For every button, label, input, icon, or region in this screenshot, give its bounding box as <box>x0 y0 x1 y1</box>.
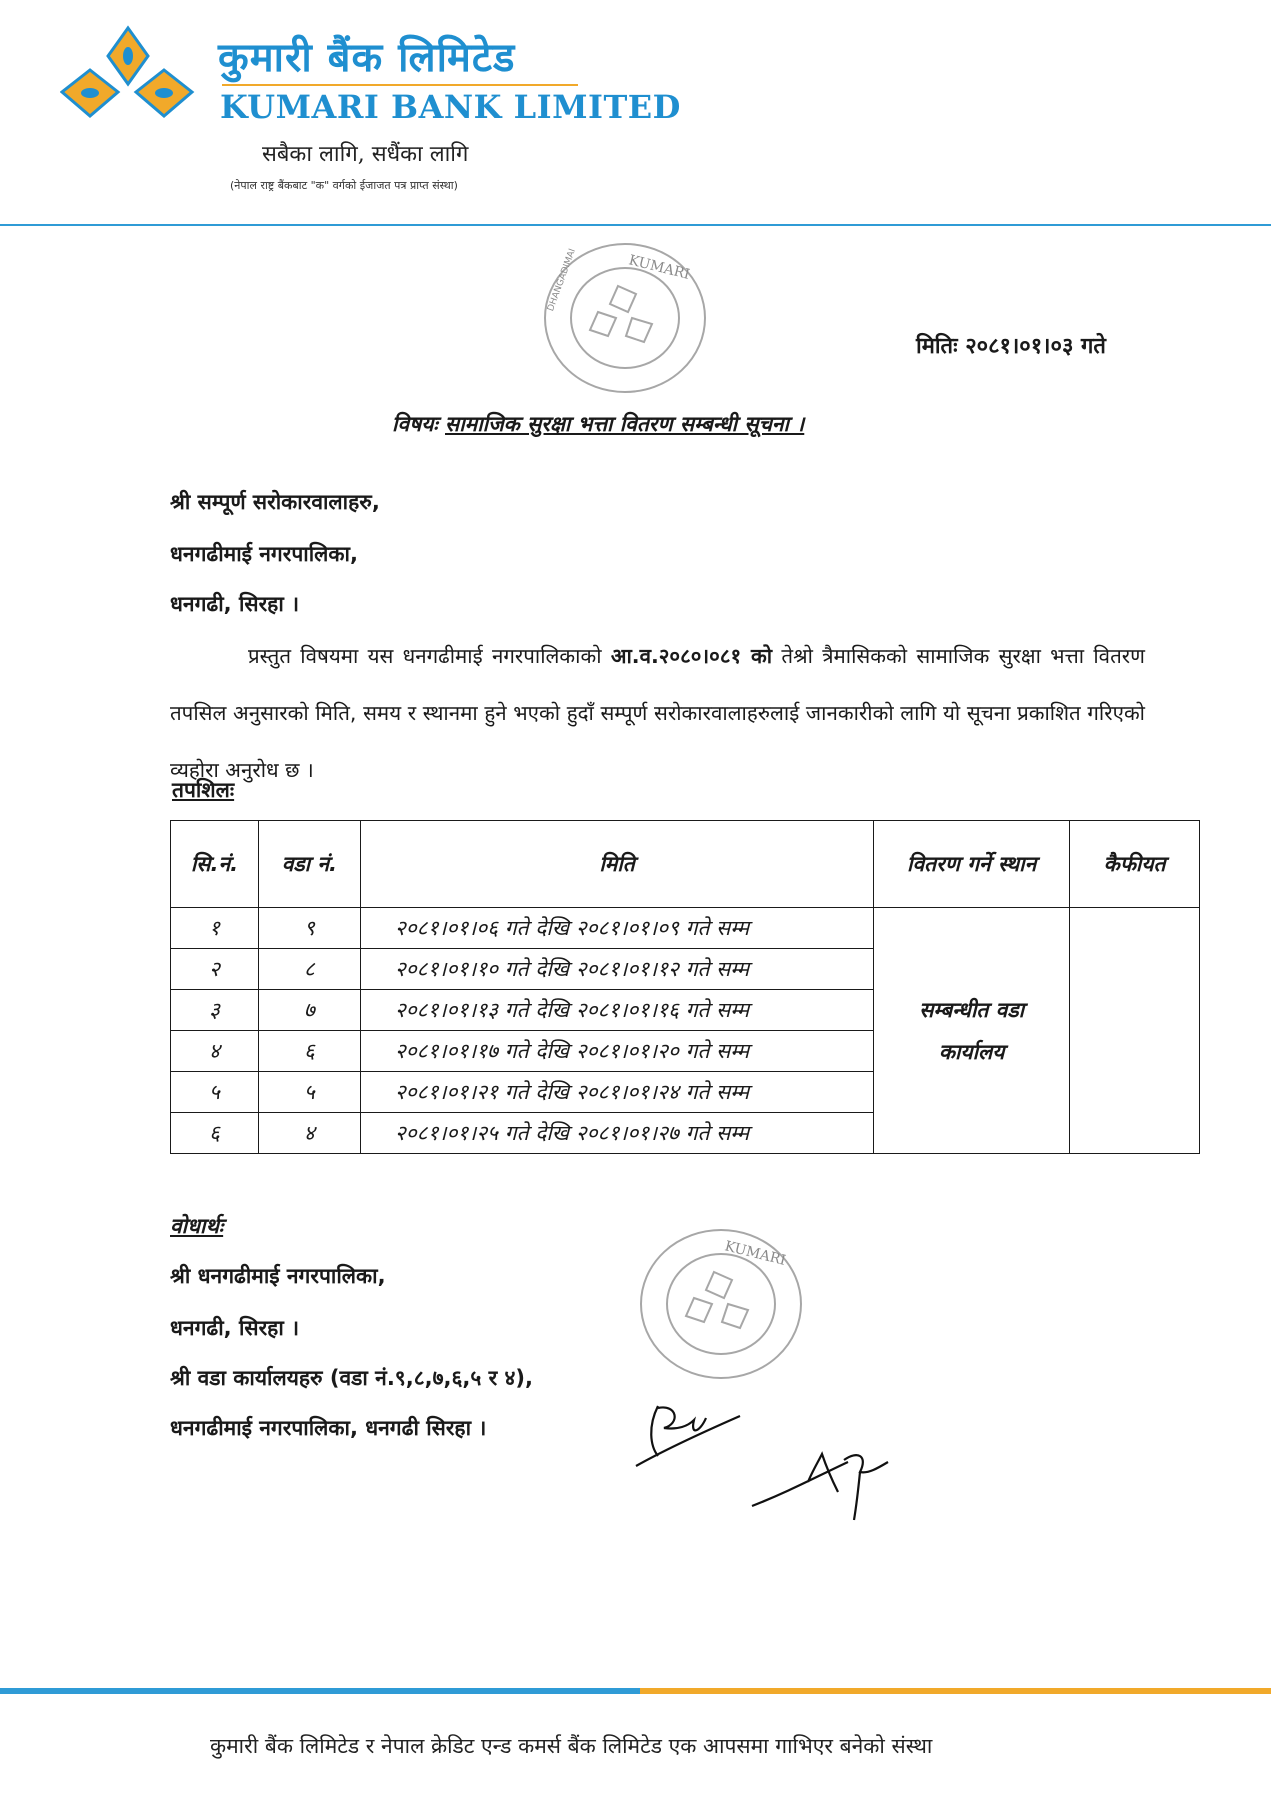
bank-name-nepali: कुमारी बैंक लिमिटेड <box>218 35 516 81</box>
row-ward: ५ <box>258 1072 360 1113</box>
svg-text:KUMARI: KUMARI <box>627 252 692 283</box>
cc-line-1: श्री धनगढीमाई नगरपालिका, <box>170 1264 386 1288</box>
row-serial: २ <box>171 949 259 990</box>
distribution-schedule-table <box>170 820 1200 1154</box>
col-remarks: कैफीयत <box>1070 821 1200 908</box>
col-serial: सि.नं. <box>171 821 259 908</box>
row-date: २०८१।०१।१३ गते देखि २०८१।०१।१६ गते सम्म <box>360 990 873 1031</box>
svg-text:DHANGADIMAI: DHANGADIMAI <box>546 247 578 313</box>
bank-seal-stamp-icon <box>636 1224 806 1384</box>
body-paragraph <box>170 628 1145 799</box>
col-date: मिति <box>360 821 873 908</box>
subject-prefix: विषयः <box>392 412 438 436</box>
row-date: २०८१।०१।१० गते देखि २०८१।०१।१२ गते सम्म <box>360 949 873 990</box>
body-fiscal-year: आ.व.२०८०।०८१ को <box>610 644 773 668</box>
row-serial: ५ <box>171 1072 259 1113</box>
col-place: वितरण गर्ने स्थान <box>874 821 1070 908</box>
signature-2-icon <box>748 1432 898 1522</box>
row-serial: ३ <box>171 990 259 1031</box>
signature-1-icon <box>628 1396 748 1476</box>
footer-gold-bar <box>640 1688 1271 1694</box>
letter-date: मितिः २०८१।०१।०३ गते <box>916 334 1106 359</box>
table-header-row <box>171 821 1200 908</box>
row-date: २०८१।०१।१७ गते देखि २०८१।०१।२० गते सम्म <box>360 1031 873 1072</box>
cc-heading: वोधार्थः <box>170 1214 224 1238</box>
schedule-heading: तपशिलः <box>172 778 235 802</box>
letter-subject <box>392 410 804 438</box>
license-note: (नेपाल राष्ट्र बैंकबाट "क" वर्गको ईजाजत पत्र प्राप्त संस्था) <box>230 179 458 192</box>
col-ward: वडा नं. <box>258 821 360 908</box>
row-date: २०८१।०१।२१ गते देखि २०८१।०१।२४ गते सम्म <box>360 1072 873 1113</box>
kumari-diamond-logo-icon <box>60 22 210 132</box>
bank-tagline: सबैका लागि, सधैंका लागि <box>262 142 469 167</box>
subject-text: सामाजिक सुरक्षा भत्ता वितरण सम्बन्धी सूचना । <box>445 412 805 436</box>
row-ward: ७ <box>258 990 360 1031</box>
row-ward: ९ <box>258 908 360 949</box>
cc-line-3: श्री वडा कार्यालयहरु (वडा नं.९,८,७,६,५ र ४), <box>170 1366 534 1390</box>
body-part-2: तेश्रो त्रैमासिकको सामाजिक सुरक्षा भत्ता वितरण तपसिल अनुसारको मिति, समय र स्थानमा हुने भएको हुदाँ सम्पूर्ण सरोकारवालाहरुलाई जानकारीको लागि यो सूचना प्रकाशित गरिएको व्यहोरा अनुरोध छ । <box>170 644 1145 782</box>
row-serial: ४ <box>171 1031 259 1072</box>
header-gold-rule <box>222 84 578 86</box>
bank-seal-stamp-icon <box>540 238 710 398</box>
row-ward: ८ <box>258 949 360 990</box>
cc-line-2: धनगढी, सिरहा । <box>170 1316 300 1340</box>
cc-line-4: धनगढीमाई नगरपालिका, धनगढी सिरहा । <box>170 1416 487 1440</box>
distribution-place: सम्बन्धीत वडा कार्यालय <box>874 908 1070 1154</box>
recipient-line-3: धनगढी, सिरहा । <box>170 592 300 616</box>
row-serial: १ <box>171 908 259 949</box>
table-row <box>171 908 1200 949</box>
recipient-line-1: श्री सम्पूर्ण सरोकारवालाहरु, <box>170 490 380 514</box>
footer-blue-bar <box>0 1688 640 1694</box>
row-ward: ४ <box>258 1113 360 1154</box>
row-serial: ६ <box>171 1113 259 1154</box>
remarks-cell <box>1070 908 1200 1154</box>
body-part-1: प्रस्तुत विषयमा यस धनगढीमाई नगरपालिकाको <box>248 644 602 668</box>
row-ward: ६ <box>258 1031 360 1072</box>
row-date: २०८१।०१।२५ गते देखि २०८१।०१।२७ गते सम्म <box>360 1113 873 1154</box>
bank-name-english: KUMARI BANK LIMITED <box>220 88 681 126</box>
recipient-line-2: धनगढीमाई नगरपालिका, <box>170 542 358 566</box>
svg-text:KUMARI: KUMARI <box>723 1238 788 1269</box>
row-date: २०८१।०१।०६ गते देखि २०८१।०१।०९ गते सम्म <box>360 908 873 949</box>
header-divider <box>0 224 1271 226</box>
footer-merger-note: कुमारी बैंक लिमिटेड र नेपाल क्रेडिट एन्ड कमर्स बैंक लिमिटेड एक आपसमा गाभिएर बनेको संस्था <box>210 1734 933 1758</box>
